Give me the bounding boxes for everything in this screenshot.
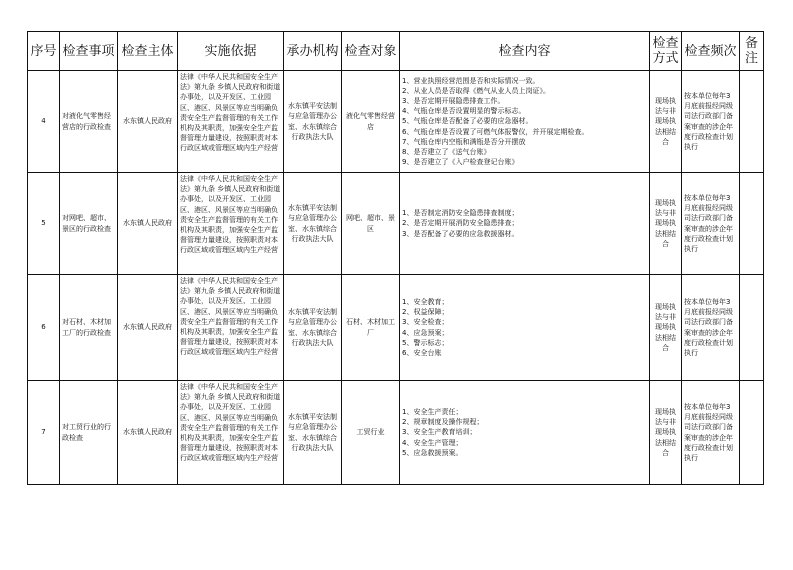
header-target: 检查对象 [342, 32, 400, 71]
content-line: 4、气瓶仓库是否设置明显的警示标志。 [402, 107, 526, 116]
cell-subject: 水东镇人民政府 [118, 71, 178, 173]
content-line: 6、安全台账 [402, 348, 442, 357]
content-line: 7、气瓶仓库内空瓶和满瓶是否分开摆放 [402, 137, 526, 146]
cell-method: 现场执法与非现场执法相结合 [650, 71, 682, 173]
cell-agency: 水东镇平安法制与应急管理办公室、水东镇综合行政执法大队 [284, 381, 342, 485]
cell-frequency: 按本单位每年3月底前报经同级司法行政部门备案审查的涉企年度行政检查计划执行 [682, 381, 740, 485]
cell-target: 液化气零售经营店 [342, 71, 400, 173]
content-line: 1、安全生产责任； [402, 407, 463, 416]
content-line: 8、是否建立了《送气台账》 [402, 148, 491, 156]
content-line: 3、安全生产教育培训； [402, 428, 477, 437]
cell-method: 现场执法与非现场执法相结合 [650, 381, 682, 485]
content-line: 6、气瓶仓库是否设置了可燃气体报警仪，并开展定期检查。 [402, 127, 589, 136]
cell-method: 现场执法与非现场执法相结合 [650, 275, 682, 381]
content-line: 1、营业执照经营范围是否和实际情况一致。 [402, 76, 540, 85]
cell-seq: 5 [28, 173, 60, 275]
header-agency: 承办机构 [284, 32, 342, 71]
cell-remark [740, 381, 764, 485]
cell-agency: 水东镇平安法制与应急管理办公室、水东镇综合行政执法大队 [284, 173, 342, 275]
header-method: 检查方式 [650, 32, 682, 71]
content-line: 5、气瓶仓库是否配备了必要的应急器材。 [402, 117, 533, 126]
cell-item: 对液化气零售经营店的行政检查 [60, 71, 118, 173]
table-row [28, 71, 764, 173]
cell-content [400, 275, 650, 381]
cell-subject: 水东镇人民政府 [118, 275, 178, 381]
content-line: 1、是否制定消防安全隐患排查制度； [402, 209, 519, 218]
cell-item: 对石材、木材加工厂的行政检查 [60, 275, 118, 381]
content-line: 2、是否定期开展消防安全隐患排查； [402, 219, 519, 228]
table-row [28, 173, 764, 275]
content-line: 3、是否配备了必要的应急救援器材。 [402, 229, 519, 238]
inspection-table [27, 31, 764, 485]
cell-remark [740, 71, 764, 173]
cell-frequency: 按本单位每年3月底前报经同级司法行政部门备案审查的涉企年度行政检查计划执行 [682, 173, 740, 275]
cell-seq: 6 [28, 275, 60, 381]
header-row [28, 32, 764, 71]
cell-agency: 水东镇平安法制与应急管理办公室、水东镇综合行政执法大队 [284, 275, 342, 381]
header-basis: 实施依据 [178, 32, 284, 71]
content-line: 4、应急预案； [402, 328, 449, 337]
content-line: 5、警示标志； [402, 338, 449, 347]
header-content: 检查内容 [400, 32, 650, 71]
cell-content [400, 71, 650, 173]
cell-basis: 法律《中华人民共和国安全生产法》第九条 乡镇人民政府和街道办事处，以及开发区、工业园区、港区、风景区等应当明确负责安全生产监督管理的有关工作机构及其职责，加强安全生产监督管理力量建设，按照职责对本行政区域或管理区域内生产经营 [178, 71, 284, 173]
cell-method: 现场执法与非现场执法相结合 [650, 173, 682, 275]
content-line: 2、权益保障； [402, 308, 449, 317]
content-line: 5、应急救援预案。 [402, 448, 463, 457]
cell-frequency: 按本单位每年3月底前报经同级司法行政部门备案审查的涉企年度行政检查计划执行 [682, 71, 740, 173]
header-subject: 检查主体 [118, 32, 178, 71]
cell-basis: 法律《中华人民共和国安全生产法》第九条 乡镇人民政府和街道办事处，以及开发区、工业园区、港区、风景区等应当明确负责安全生产监督管理的有关工作机构及其职责，加强安全生产监督管理力量建设，按照职责对本行政区域或管理区域内生产经营 [178, 173, 284, 275]
cell-target: 工贸行业 [342, 381, 400, 485]
cell-target: 石材、木材加工厂 [342, 275, 400, 381]
cell-content [400, 173, 650, 275]
content-line: 2、从业人员是否取得《燃气从业人员上岗证》。 [402, 86, 550, 95]
cell-agency: 水东镇平安法制与应急管理办公室、水东镇综合行政执法大队 [284, 71, 342, 173]
cell-basis: 法律《中华人民共和国安全生产法》第九条 乡镇人民政府和街道办事处，以及开发区、工业园区、港区、风景区等应当明确负责安全生产监督管理的有关工作机构及其职责，加强安全生产监督管理力量建设，按照职责对本行政区域或管理区域内生产经营 [178, 275, 284, 381]
cell-remark [740, 275, 764, 381]
cell-seq: 4 [28, 71, 60, 173]
cell-frequency: 按本单位每年3月底前报经同级司法行政部门备案审查的涉企年度行政检查计划执行 [682, 275, 740, 381]
cell-item: 对网吧、超市、景区的行政检查 [60, 173, 118, 275]
header-seq: 序号 [28, 32, 60, 71]
content-line: 3、安全检查； [402, 318, 449, 327]
header-frequency: 检查频次 [682, 32, 740, 71]
cell-subject: 水东镇人民政府 [118, 381, 178, 485]
content-line: 2、规章制度及操作规程； [402, 418, 484, 427]
cell-remark [740, 173, 764, 275]
table-row [28, 275, 764, 381]
cell-item: 对工贸行业的行政检查 [60, 381, 118, 485]
content-line: 4、安全生产管理； [402, 438, 463, 447]
cell-subject: 水东镇人民政府 [118, 173, 178, 275]
cell-seq: 7 [28, 381, 60, 485]
header-remark: 备注 [740, 32, 764, 71]
content-line: 3、是否定期开展隐患排查工作。 [402, 96, 505, 105]
content-line: 9、是否建立了《入户检查登记台账》 [402, 158, 519, 167]
cell-target: 网吧、超市、景区 [342, 173, 400, 275]
content-line: 1、安全教育； [402, 297, 449, 306]
header-item: 检查事项 [60, 32, 118, 71]
table-row [28, 381, 764, 485]
cell-content [400, 381, 650, 485]
cell-basis: 法律《中华人民共和国安全生产法》第九条 乡镇人民政府和街道办事处，以及开发区、工业园区、港区、风景区等应当明确负责安全生产监督管理的有关工作机构及其职责，加强安全生产监督管理力量建设，按照职责对本行政区域或管理区域内生产经营 [178, 381, 284, 485]
